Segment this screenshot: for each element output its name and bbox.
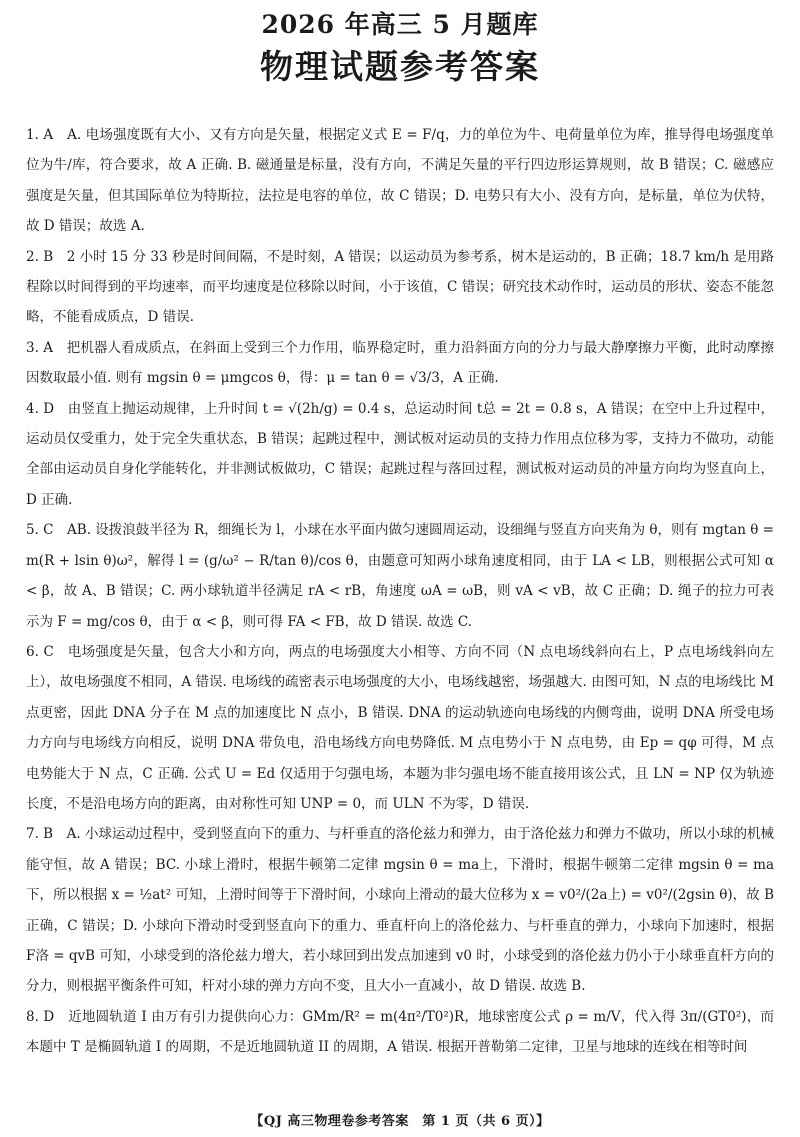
answer-list [26, 120, 774, 1063]
answer-item-2: 2. B 2 小时 15 分 33 秒是时间间隔，不是时刻，A 错误；以运动员为参考系，树木是运动的，B 正确；18.7 km/h 是用路程除以时间得到的平均速率，而平均速度是位移除以时间，小于该值，C 错误；研究技术动作时，运动员的形状、姿态不能忽略，不能看成质点，D 错误. [26, 248, 774, 326]
answer-key-title: 物理试题参考答案 [260, 47, 540, 86]
answer-item-8: 8. D 近地圆轨道 I 由万有引力提供向心力：GMm/R² = m(4π²/T0²)R，地球密度公式 ρ = m/V，代入得 3π/(GT0²)，而本题中 T 是椭圆轨道 I 的周期，不是近地圆轨道 II 的周期，A 错误. 根据开普勒第二定律，卫星与地球的连线在相等时间 [26, 1008, 774, 1056]
answer-item-6: 6. C 电场强度是矢量，包含大小和方向，两点的电场强度大小相等、方向不同（N 点电场线斜向右上，P 点电场线斜向左上），故电场强度不相同，A 错误. 电场线的疏密表示电场强度的大小，电场线越密，场强越大. 由图可知，N 点的电场线比 M 点更密，因此 DNA 分子在 M 点的加速度比 N 点小，B 错误. DNA 的运动轨迹向电场线的内侧弯曲，说明 DNA 所受电场力方向与电场线方向相反，说明 DNA 带负电，沿电场线方向电势降低. M 点电势小于 N 点电势，由 Ep = qφ 可得，M 点电势能大于 N 点，C 正确. 公式 U = Ed 仅适用于匀强电场，本题为非匀强电场不能直接用该公式，且 LN = NP 仅为轨迹长度，不是沿电场方向的距离，由对称性可知 UNP = 0，而 ULN 不为零，D 错误. [26, 643, 774, 812]
exam-bank-title: 2026 年高三 5 月题库 [261, 10, 539, 39]
answer-item-3: 3. A 把机器人看成质点，在斜面上受到三个力作用，临界稳定时，重力沿斜面方向的分力与最大静摩擦力平衡，此时动摩擦因数取最小值. 则有 mgsin θ = μmgcos θ，得：μ = tan θ = √3/3，A 正确. [26, 339, 774, 387]
answer-item-5: 5. C AB. 设拨浪鼓半径为 R，细绳长为 l，小球在水平面内做匀速圆周运动，设细绳与竖直方向夹角为 θ，则有 mgtan θ = m(R + lsin θ)ω²，解得 l = (g/ω² − R/tan θ)/cos θ，由题意可知两小球角速度相同，由于 LA < LB，则根据公式可知 α < β，故 A、B 错误；C. 两小球轨道半径满足 rA < rB，角速度 ωA = ωB，则 vA < vB，故 C 正确；D. 绳子的拉力可表示为 F = mg/cos θ，由于 α < β，则可得 FA < FB，故 D 错误. 故选 C. [26, 522, 774, 630]
answer-item-4: 4. D 由竖直上抛运动规律，上升时间 t = √(2h/g) = 0.4 s，总运动时间 t总 = 2t = 0.8 s，A 错误；在空中上升过程中，运动员仅受重力，处于完全失重状态，B 错误；起跳过程中，测试板对运动员的支持力作用点位移为零，支持力不做功，动能全部由运动员自身化学能转化，并非测试板做功，C 错误；起跳过程与落回过程，测试板对运动员的冲量方向均为竖直向上，D 正确. [26, 400, 774, 508]
answer-item-1: 1. A A. 电场强度既有大小、又有方向是矢量，根据定义式 E = F/q，力的单位为牛、电荷量单位为库，推导得电场强度单位为牛/库，符合要求，故 A 正确. B. 磁通量是标量，没有方向，不满足矢量的平行四边形运算规则，故 B 错误；C. 磁感应强度是矢量，但其国际单位为特斯拉，法拉是电容的单位，故 C 错误；D. 电势只有大小、没有方向，是标量，单位为伏特，故 D 错误；故选 A. [26, 127, 774, 235]
page-footer: 【QJ 高三物理卷参考答案 第 1 页（共 6 页）】 [250, 1114, 550, 1129]
answer-item-7: 7. B A. 小球运动过程中，受到竖直向下的重力、与杆垂直的洛伦兹力和弹力，由于洛伦兹力和弹力不做功，所以小球的机械能守恒，故 A 错误；BC. 小球上滑时，根据牛顿第二定律 mgsin θ = ma上，下滑时，根据牛顿第二定律 mgsin θ = ma下，所以根据 x = ½at² 可知，上滑时间等于下滑时间，小球向上滑动的最大位移为 x = v0²/(2a上) = v0²/(2gsin θ)，故 B 正确，C 错误；D. 小球向下滑动时受到竖直向下的重力、垂直杆向上的洛伦兹力、与杆垂直的弹力，小球向下加速时，根据 F洛 = qvB 可知，小球受到的洛伦兹力增大，若小球回到出发点加速到 v0 时，小球受到的洛伦兹力仍小于小球垂直杆方向的分力，则根据平衡条件可知，杆对小球的弹力方向不变，且大小一直减小，故 D 错误. 故选 B. [26, 826, 774, 995]
